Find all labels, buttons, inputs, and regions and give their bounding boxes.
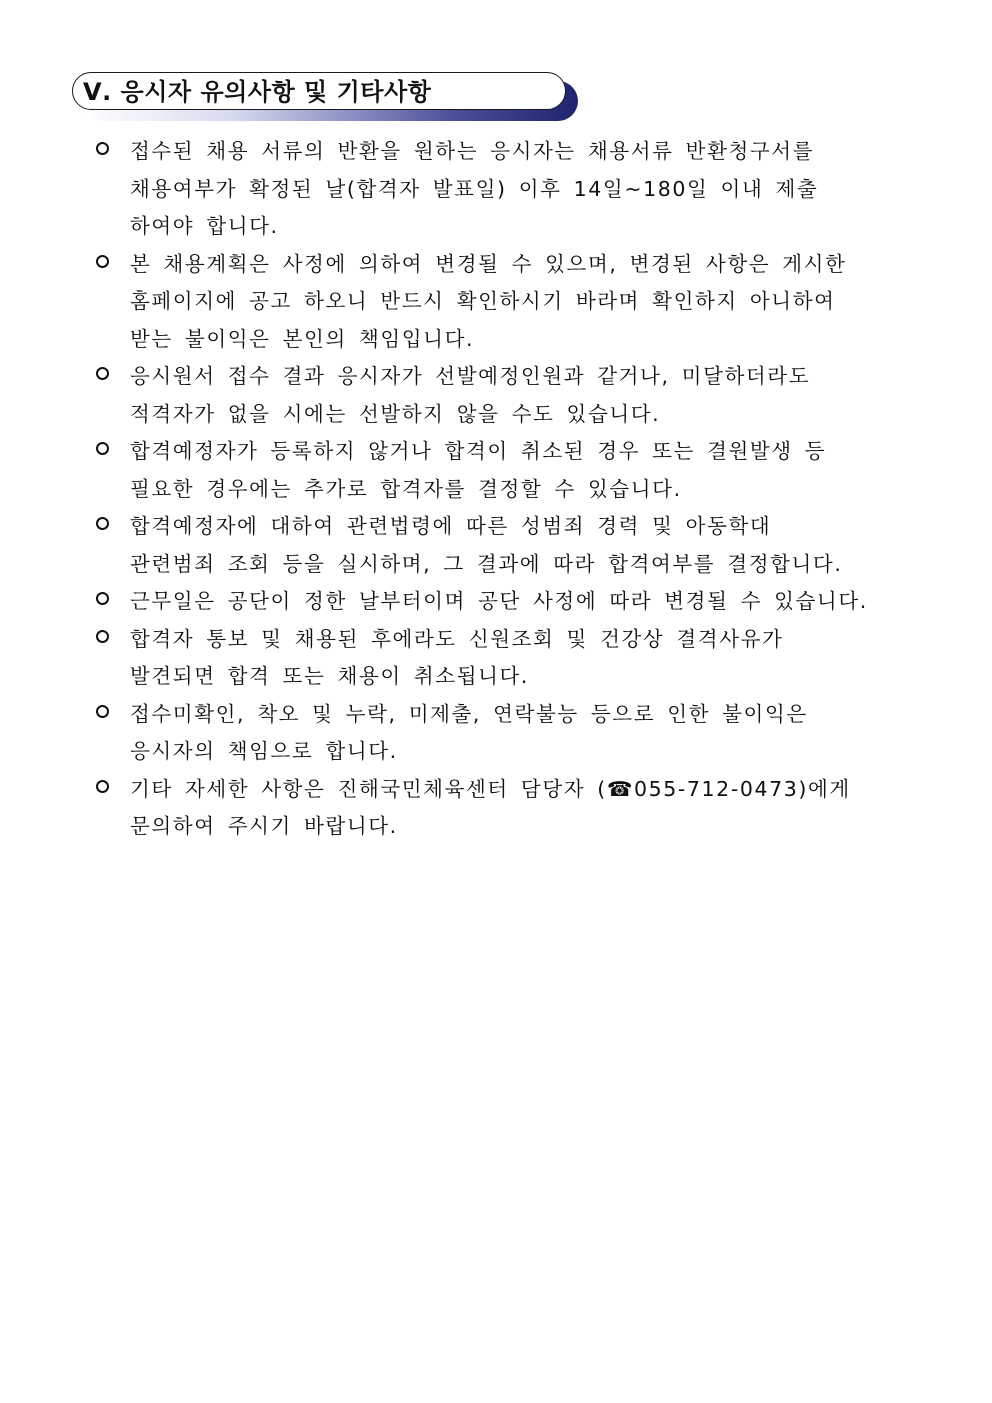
item-line: 하여야 합니다. — [130, 214, 279, 238]
item-line: 받는 불이익은 본인의 책임입니다. — [130, 326, 475, 351]
item-line: 본 채용계획은 사정에 의하여 변경될 수 있으며, 변경된 사항은 게시한 — [130, 251, 847, 276]
list-item — [96, 696, 936, 771]
section-heading — [72, 72, 582, 124]
item-line: 응시자의 책임으로 합니다. — [130, 739, 398, 763]
circle-bullet-icon — [96, 705, 109, 718]
circle-bullet-icon — [96, 517, 109, 530]
item-line: 채용여부가 확정된 날(합격자 발표일) 이후 14일~180일 이내 제출 — [130, 176, 819, 201]
item-line: 홈페이지에 공고 하오니 반드시 확인하시기 바라며 확인하지 아니하여 — [130, 289, 836, 313]
item-line: 근무일은 공단이 정한 날부터이며 공단 사정에 따라 변경될 수 있습니다. — [130, 589, 868, 613]
circle-bullet-icon — [96, 142, 109, 155]
item-line: 합격자 통보 및 채용된 후에라도 신원조회 및 건강상 결격사유가 — [130, 626, 784, 651]
circle-bullet-icon — [96, 592, 109, 605]
list-item — [96, 621, 936, 696]
item-line: 합격예정자에 대하여 관련법령에 따른 성범죄 경력 및 아동학대 — [130, 514, 772, 538]
item-line: 접수미확인, 착오 및 누락, 미제출, 연락불능 등으로 인한 불이익은 — [130, 701, 808, 726]
list-item — [96, 246, 936, 359]
list-item — [96, 771, 936, 846]
circle-bullet-icon — [96, 442, 109, 455]
heading-box — [72, 72, 566, 110]
circle-bullet-icon — [96, 780, 109, 793]
section-title: Ⅴ. 응시자 유의사항 및 기타사항 — [83, 78, 432, 106]
item-line: 발견되면 합격 또는 채용이 취소됩니다. — [130, 664, 530, 688]
item-line: 필요한 경우에는 추가로 합격자를 결정할 수 있습니다. — [130, 476, 682, 501]
list-item — [96, 358, 936, 433]
circle-bullet-icon — [96, 367, 109, 380]
notice-list — [96, 133, 936, 846]
list-item — [96, 508, 936, 583]
list-item — [96, 433, 936, 508]
item-line: 응시원서 접수 결과 응시자가 선발예정인원과 같거나, 미달하더라도 — [130, 364, 811, 388]
item-line: 기타 자세한 사항은 진해국민체육센터 담당자 (☎055-712-0473)에게 — [130, 776, 851, 801]
item-line: 적격자가 없을 시에는 선발하지 않을 수도 있습니다. — [130, 401, 661, 426]
circle-bullet-icon — [96, 255, 109, 268]
item-line: 문의하여 주시기 바랍니다. — [130, 814, 398, 838]
item-line: 접수된 채용 서류의 반환을 원하는 응시자는 채용서류 반환청구서를 — [130, 139, 815, 163]
item-line: 관련범죄 조회 등을 실시하며, 그 결과에 따라 합격여부를 결정합니다. — [130, 551, 843, 576]
list-item — [96, 133, 936, 246]
item-line: 합격예정자가 등록하지 않거나 합격이 취소된 경우 또는 결원발생 등 — [130, 439, 827, 463]
circle-bullet-icon — [96, 630, 109, 643]
list-item — [96, 583, 936, 621]
